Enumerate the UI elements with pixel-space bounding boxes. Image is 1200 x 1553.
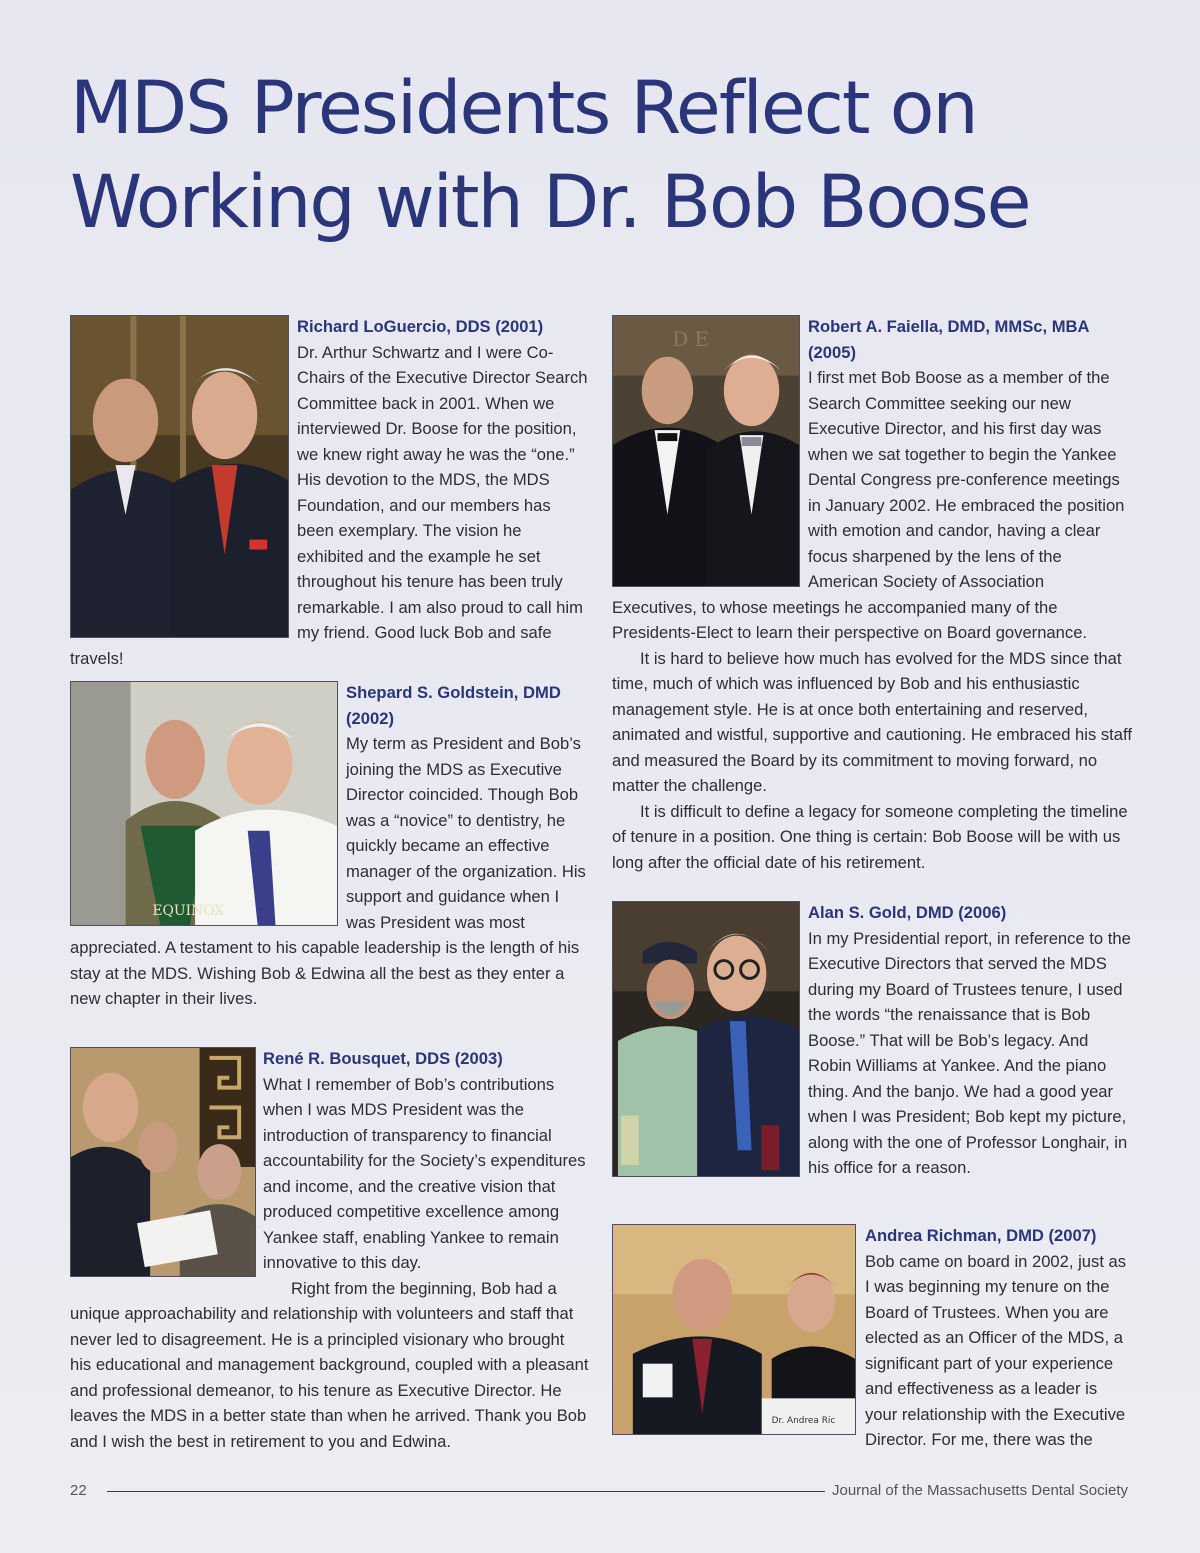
name-loguercio: Richard LoGuercio, DDS (2001) <box>297 317 544 336</box>
page-number: 22 <box>70 1482 87 1499</box>
photo-richman <box>612 1224 856 1435</box>
body-faiella-1: I first met Bob Boose as a member of the Search Committee seeking our new Executive Director, and his first day was when we sat together to begin the Yankee Dental Congress pre-conference meetings in January 2002. He embraced the position with emotion and candor, having a clear focus sharpened by the lens of the American Society of Association Executives, to whose meetings he accompanied many of the Presidents-Elect to learn their perspective on Board governance. <box>612 368 1125 642</box>
photo-loguercio <box>70 315 289 638</box>
photo-faiella <box>612 315 800 587</box>
name-bousquet: René R. Bousquet, DDS (2003) <box>263 1049 503 1068</box>
section-loguercio <box>70 314 590 671</box>
section-richman <box>612 1223 1132 1453</box>
name-gold: Alan S. Gold, DMD (2006) <box>808 903 1007 922</box>
svg-text:EQUINOX: EQUINOX <box>152 903 225 920</box>
section-faiella <box>612 314 1132 875</box>
photo-bousquet <box>70 1047 256 1277</box>
body-loguercio-1: Dr. Arthur Schwartz and I were Co-Chairs of the Executive Director Search Committee back in 2001. When we interviewed Dr. Boose for the position, we knew right away he was the “one.” His devotion to the MDS, the MDS Foundation, and our members has been exemplary. The vision he exhibited and the example he set throughout his tenure has been truly remarkable. I am also proud to call him my friend. Good luck Bob and safe travels! <box>70 342 588 668</box>
footer-divider <box>107 1491 825 1492</box>
body-gold-1: In my Presidential report, in reference to the Executive Directors that served the MDS during my Board of Trustees tenure, I used the words “the renaissance that is Bob Boose.” That will be Bob’s legacy. And Robin Williams at Yankee. And the piano thing. And the banjo. We had a good year when I was President; Bob kept my picture, along with the one of Professor Longhair, in his office for a reason. <box>808 928 1131 1177</box>
section-goldstein <box>70 680 590 1012</box>
body-faiella-2: It is hard to believe how much has evolved for the MDS since that time, much of which was influenced by Bob and his enthusiastic management style. He is at once both entertaining and reserved, animated and wistful, supportive and cautioning. He embraced his staff and measured the Board by its commitment to moving forward, no matter the challenge. <box>612 648 1132 795</box>
section-bousquet <box>70 1046 590 1454</box>
photo-goldstein <box>70 681 338 926</box>
section-gold <box>612 900 1132 1181</box>
photo-gold <box>612 901 800 1177</box>
article-title <box>70 62 1150 250</box>
body-richman-1: Bob came on board in 2002, just as I was beginning my tenure on the Board of Trustees. When you are elected as an Officer of the MDS, a significant part of your experience and effectiveness as a leader is your relationship with the Executive Director. For me, there was the <box>865 1251 1127 1449</box>
body-faiella-3: It is difficult to define a legacy for someone completing the timeline of tenure in a position. One thing is certain: Bob Boose will be with us long after the official date of his retirement. <box>612 801 1128 872</box>
svg-text:Dr. Andrea Ric: Dr. Andrea Ric <box>771 1416 836 1427</box>
title-line-2: Working with Dr. Bob Boose <box>70 160 1030 245</box>
body-goldstein-1: My term as President and Bob’s joining the MDS as Executive Director coincided. Though Bob was a “novice” to dentistry, he quickly became an effective manager of the organization. His support and guidance when I was President was most appreciated. A testament to his capable leadership is the length of his stay at the MDS. Wishing Bob & Edwina all the best as they enter a new chapter in their lives. <box>70 734 586 1008</box>
body-bousquet-1: What I remember of Bob’s contributions when I was MDS President was the introduction of transparency to financial accountability for the Society’s expenditures and income, and the creative vision that produced competitive excellence among Yankee staff, enabling Yankee to remain innovative to this day. <box>263 1074 586 1272</box>
name-goldstein: Shepard S. Goldstein, DMD (2002) <box>346 683 561 728</box>
name-richman: Andrea Richman, DMD (2007) <box>865 1226 1097 1245</box>
title-line-1: MDS Presidents Reflect on <box>70 66 977 151</box>
svg-text:D E: D E <box>672 327 709 351</box>
journal-name: Journal of the Massachusetts Dental Society <box>832 1482 1128 1499</box>
name-faiella: Robert A. Faiella, DMD, MMSc, MBA (2005) <box>808 317 1089 362</box>
body-bousquet-2: Right from the beginning, Bob had a unique approachability and relationship with volunteers and staff that never led to disagreement. He is a principled visionary who brought his educational and management background, coupled with a pleasant and professional demeanor, to his tenure as Executive Director. He leaves the MDS in a better state than when he arrived. Thank you Bob and I wish the best in retirement to you and Edwina. <box>70 1278 589 1451</box>
